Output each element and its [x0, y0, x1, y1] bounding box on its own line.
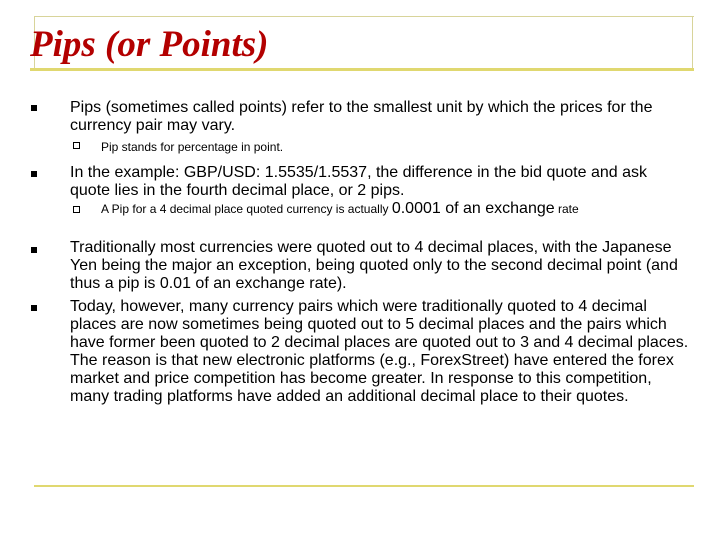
bullet-1-text: Pips (sometimes called points) refer to the smallest unit by which the prices for the currency pair may vary. [70, 99, 653, 134]
bullet-marker [31, 305, 37, 311]
bullet-marker [31, 105, 37, 111]
sub-bullet-2-part-a: A Pip for a 4 decimal place quoted currency is actually [101, 202, 392, 216]
bullet-2-text: In the example: GBP/USD: 1.5535/1.5537, the difference in the bid quote and ask quote lies in the fourth decimal place, or 2 pips. [70, 164, 647, 199]
bullet-3-text: Traditionally most currencies were quoted out to 4 decimal places, with the Japanese Yen being the major an exception, being quoted only to the second decimal point (and thus a pip is 0.01 of an exchange rate). [70, 239, 678, 292]
sub-bullet-2-text [101, 202, 691, 216]
sub-bullet-marker [73, 142, 80, 149]
sub-bullet-2-emphasis: 0.0001 of an exchange [391, 200, 555, 217]
sub-bullet-1-text: Pip stands for percentage in point. [101, 140, 284, 154]
bullet-marker [31, 247, 37, 253]
footer-rule [34, 485, 694, 487]
bullet-4-text: Today, however, many currency pairs which were traditionally quoted to 4 decimal places are now sometimes being quoted out to 5 decimal places and the pairs which have former been quoted to 2 decimal places are quoted out to 3 and 4 decimal places. The reason is that new electronic platforms (e.g., ForexStreet) have entered the forex market and price competition has become greater. In response to this competition, many trading platforms have added an additional decimal place to their quotes. [70, 298, 689, 405]
bullet-marker [31, 171, 37, 177]
sub-bullet-marker [73, 206, 80, 213]
slide-title: Pips (or Points) [30, 24, 269, 65]
sub-bullet-2-part-b: rate [554, 202, 579, 216]
